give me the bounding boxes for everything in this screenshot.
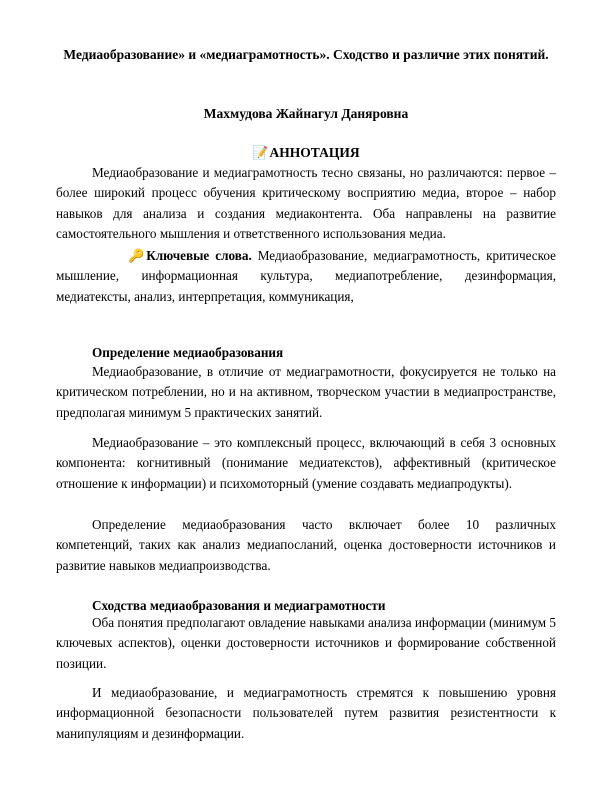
section-heading-similarities: Сходства медиаобразования и медиаграмотности [92,598,386,613]
keywords-label: Ключевые слова. [146,248,252,263]
author-name: Махмудова Жайнагул Даняровна [203,106,409,121]
section1-paragraph-1: Медиаобразование, в отличие от медиаграмотности, фокусируется не только на критическом потреблении, но и на активном, творческом участии в медиапространстве, предполагая минимум 5 практических занятий. [56,364,556,420]
section2-paragraph-1: Оба понятия предполагают овладение навыками анализа информации (минимум 5 ключевых аспектов), оценки достоверности источников и формирование собственной позиции. [56,615,556,671]
annotation-heading [60,142,552,164]
document-title: Медиаобразование» и «медиаграмотность». Сходство и различие этих понятий. [63,47,549,62]
annotation-text: Медиаобразование и медиаграмотность тесно связаны, но различаются: первое – более широкий процесс обучения критическому восприятию медиа, второе – набор навыков для анализа и создания медиаконтента. Оба направлены на развитие самостоятельного мышления и ответственного использования медиа. [56,165,556,241]
section2-paragraph-2: И медиаобразование, и медиаграмотность стремятся к повышению уровня информационной безопасности пользователей путем развития резистентности к манипуляциям и дезинформации. [56,685,556,741]
section-heading-definition: Определение медиаобразования [92,345,284,360]
section1-paragraph-2: Медиаобразование – это комплексный процесс, включающий в себя 3 основных компонента: когнитивный (понимание медиатекстов), аффективный (критическое отношение к информации) и психомоторный (умение создавать медиапродукты). [56,435,556,491]
key-icon: 🔑 [128,248,145,263]
memo-icon: 📝 [252,145,269,160]
keywords-paragraph [56,246,556,307]
keywords-text: Медиаобразование, медиаграмотность, критическое мышление, информационная культура, медиапотребление, дезинформация, медиатексты, анализ, интерпретация, коммуникация, [56,248,556,304]
section1-paragraph-3: Определение медиаобразования часто включает более 10 различных компетенций, таких как анализ медиапосланий, оценка достоверности источников и развитие навыков медиапроизводства. [56,517,556,573]
annotation-heading-text: АННОТАЦИЯ [269,145,360,160]
